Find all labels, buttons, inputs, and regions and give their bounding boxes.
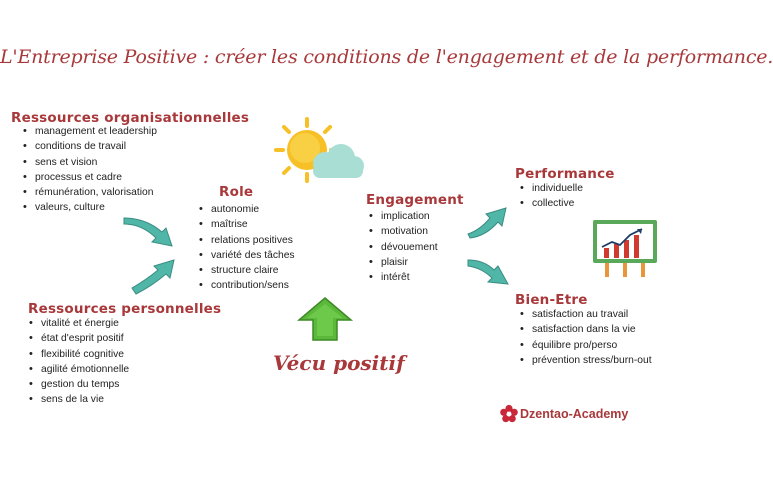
flower-icon (499, 404, 519, 424)
list-item: • relations positives (198, 233, 295, 248)
list-item: • contribution/sens (198, 278, 295, 293)
performance-list (519, 181, 583, 212)
list-item: • collective (519, 196, 583, 211)
list-item: • état d'esprit positif (28, 331, 129, 346)
ressources-perso-list (28, 316, 129, 408)
list-item: • intérêt (368, 270, 438, 285)
engagement-list (368, 209, 438, 285)
list-item: • conditions de travail (22, 139, 157, 154)
arrow-engagement-to-bien-etre-icon (466, 256, 514, 290)
sun-cloud-icon (272, 115, 372, 195)
arrow-engagement-to-performance-icon (466, 204, 512, 238)
list-item: • valeurs, culture (22, 200, 157, 215)
list-item: • équilibre pro/perso (519, 338, 652, 353)
bien-etre-heading: Bien-Etre (515, 292, 588, 308)
list-item: • variété des tâches (198, 248, 295, 263)
vecu-positif-label: Vécu positif (273, 351, 405, 375)
list-item: • prévention stress/burn-out (519, 353, 652, 368)
green-up-arrow-icon (297, 296, 353, 342)
list-item: • sens et vision (22, 155, 157, 170)
performance-heading: Performance (515, 166, 615, 182)
ressources-perso-heading: Ressources personnelles (28, 301, 222, 317)
list-item: • individuelle (519, 181, 583, 196)
list-item: • autonomie (198, 202, 295, 217)
ressources-org-list (22, 124, 157, 216)
list-item: • dévouement (368, 240, 438, 255)
list-item: • management et leadership (22, 124, 157, 139)
list-item: • satisfaction au travail (519, 307, 652, 322)
engagement-heading: Engagement (366, 192, 464, 208)
list-item: • maîtrise (198, 217, 295, 232)
page-title: L'Entreprise Positive : créer les conditions de l'engagement et de la performance. (0, 46, 773, 68)
list-item: • gestion du temps (28, 377, 129, 392)
brand-name: Dzentao-Academy (520, 407, 629, 421)
list-item: • sens de la vie (28, 392, 129, 407)
list-item: • processus et cadre (22, 170, 157, 185)
list-item: • rémunération, valorisation (22, 185, 157, 200)
list-item: • implication (368, 209, 438, 224)
list-item: • structure claire (198, 263, 295, 278)
list-item: • plaisir (368, 255, 438, 270)
arrow-perso-to-role-icon (128, 258, 178, 294)
role-list (198, 202, 295, 294)
list-item: • motivation (368, 224, 438, 239)
arrow-org-to-role-icon (120, 218, 180, 254)
list-item: • flexibilité cognitive (28, 347, 129, 362)
list-item: • vitalité et énergie (28, 316, 129, 331)
list-item: • satisfaction dans la vie (519, 322, 652, 337)
growth-chart-icon (590, 218, 660, 278)
bien-etre-list (519, 307, 652, 368)
role-heading: Role (219, 184, 254, 200)
ressources-org-heading: Ressources organisationnelles (11, 110, 250, 126)
list-item: • agilité émotionnelle (28, 362, 129, 377)
